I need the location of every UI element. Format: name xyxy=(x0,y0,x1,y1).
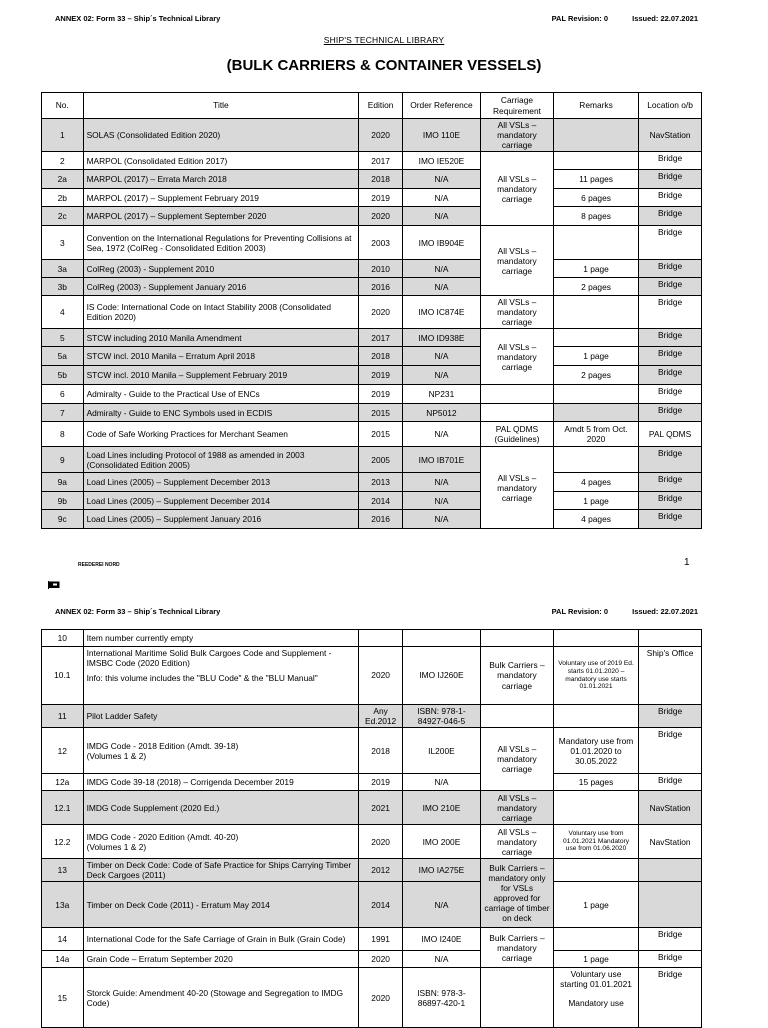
col-header-order: Order Reference xyxy=(402,93,480,119)
col-header-carriage: Carriage Requirement xyxy=(480,93,553,119)
page-header xyxy=(55,14,698,28)
col-header-no: No. xyxy=(42,93,84,119)
table-row: 5a STCW incl. 2010 Manila – Erratum April 2018 2018 N/A 1 page Bridge xyxy=(42,347,702,366)
document-title: (BULK CARRIERS & CONTAINER VESSELS) xyxy=(226,57,542,74)
footer-company: REEDEREI NORD xyxy=(78,562,120,568)
table-row: 10.1 International Maritime Solid Bulk Cargoes Code and Supplement - IMSBC Code (2020 Edition) Info: this volume includes the "BLU Code" & the "BLU Manual" 2020 IMO IJ260E Bulk Carriers – mandatory carriage Voluntary use of 2019 Ed. starts 01.01.2020 – mandatory use starts 01.01.2021 Ship's Office xyxy=(42,647,702,705)
page-header-2 xyxy=(55,607,698,621)
table-row: 3b ColReg (2003) - Supplement January 2016 2016 N/A 2 pages Bridge xyxy=(42,278,702,296)
table-row: 12.1 IMDG Code Supplement (2020 Ed.) 2021 IMO 210E All VSLs – mandatory carriage NavStation xyxy=(42,791,702,825)
table-row: 6 Admiralty - Guide to the Practical Use of ENCs 2019 NP231 Bridge xyxy=(42,385,702,404)
header-form-title: ANNEX 02: Form 33 – Ship´s Technical Library xyxy=(55,14,221,23)
table-row: 14 International Code for the Safe Carriage of Grain in Bulk (Grain Code) 1991 IMO I240E Bulk Carriers – mandatory carriage Bridge xyxy=(42,928,702,951)
carriage-group-loadlines: All VSLs – mandatory carriage xyxy=(480,447,553,529)
table-row: 3 Convention on the International Regulations for Preventing Collisions at Sea, 1972 (ColReg - Consolidated Edition 2003) 2003 IMO IB904E All VSLs – mandatory carriage Bridge xyxy=(42,226,702,260)
col-header-location: Location o/b xyxy=(639,93,702,119)
table-row: 4 IS Code: International Code on Intact Stability 2008 (Consolidated Edition 2020) 2020 IMO IC874E All VSLs – mandatory carriage Bridge xyxy=(42,296,702,329)
header-revision-2: PAL Revision: 0 xyxy=(551,607,609,616)
table-row: 7 Admiralty - Guide to ENC Symbols used in ECDIS 2015 NP5012 Bridge xyxy=(42,404,702,422)
table-row: 14a Grain Code – Erratum September 2020 2020 N/A 1 page Bridge xyxy=(42,951,702,968)
table-row: 10 Item number currently empty xyxy=(42,630,702,647)
table-row: 2a MARPOL (2017) – Errata March 2018 2018 N/A 11 pages Bridge xyxy=(42,170,702,189)
carriage-group-timber: Bulk Carriers – mandatory only for VSLs approved for carriage of timber on deck xyxy=(480,859,553,928)
col-header-title: Title xyxy=(83,93,359,119)
table-row: 13a Timber on Deck Code (2011) - Erratum May 2014 2014 N/A 1 page xyxy=(42,882,702,928)
library-table-page1 xyxy=(41,92,702,529)
table-row: 9b Load Lines (2005) – Supplement December 2014 2014 N/A 1 page Bridge xyxy=(42,492,702,510)
document-subtitle: SHIP'S TECHNICAL LIBRARY xyxy=(323,35,445,45)
table-row: 5 STCW including 2010 Manila Amendment 2017 IMO ID938E All VSLs – mandatory carriage Bridge xyxy=(42,329,702,347)
col-header-remarks: Remarks xyxy=(553,93,638,119)
header-issued: Issued: 22.07.2021 xyxy=(632,14,698,23)
table-row: 12.2 IMDG Code - 2020 Edition (Amdt. 40-20) (Volumes 1 & 2) 2020 IMO 200E All VSLs – mandatory carriage Voluntary use from 01.01.2021 Mandatory use from 01.06.2020 NavStation xyxy=(42,825,702,859)
header-issued-2: Issued: 22.07.2021 xyxy=(632,607,698,616)
page-number: 1 xyxy=(684,557,690,568)
carriage-group-grain: Bulk Carriers – mandatory carriage xyxy=(480,928,553,968)
table-row: 13 Timber on Deck Code: Code of Safe Practice for Ships Carrying Timber Deck Cargoes (2011) 2012 IMO IA275E Bulk Carriers – mandatory only for VSLs approved for carriage of timber on deck xyxy=(42,859,702,882)
col-header-edition: Edition xyxy=(359,93,403,119)
header-form-title-2: ANNEX 02: Form 33 – Ship´s Technical Library xyxy=(55,607,221,616)
table-header-row xyxy=(42,93,702,119)
table-row: 9 Load Lines including Protocol of 1988 as amended in 2003 (Consolidated Edition 2005) 2005 IMO IB701E All VSLs – mandatory carriage Bridge xyxy=(42,447,702,473)
table-row: 2 MARPOL (Consolidated Edition 2017) 2017 IMO IE520E All VSLs – mandatory carriage Bridge xyxy=(42,152,702,170)
table-row: 12a IMDG Code 39-18 (2018) – Corrigenda December 2019 2019 N/A 15 pages Bridge xyxy=(42,774,702,791)
company-flag-icon xyxy=(48,581,60,589)
table-row: 8 Code of Safe Working Practices for Merchant Seamen 2015 N/A PAL QDMS (Guidelines) Amdt 5 from Oct. 2020 PAL QDMS xyxy=(42,422,702,447)
table-row: 12 IMDG Code - 2018 Edition (Amdt. 39-18) (Volumes 1 & 2) 2018 IL200E All VSLs – mandatory carriage Mandatory use from 01.01.2020 to 30.05.2022 Bridge xyxy=(42,728,702,774)
library-table-page2 xyxy=(41,629,702,1028)
carriage-group-marpol: All VSLs – mandatory carriage xyxy=(480,152,553,226)
carriage-group-imdg: All VSLs – mandatory carriage xyxy=(480,728,553,791)
table-row: 9c Load Lines (2005) – Supplement January 2016 2016 N/A 4 pages Bridge xyxy=(42,510,702,529)
table-row: 2c MARPOL (2017) – Supplement September 2020 2020 N/A 8 pages Bridge xyxy=(42,207,702,226)
carriage-group-stcw: All VSLs – mandatory carriage xyxy=(480,329,553,385)
carriage-group-colreg: All VSLs – mandatory carriage xyxy=(480,226,553,296)
table-row: 15 Storck Guide: Amendment 40-20 (Stowage and Segregation to IMDG Code) 2020 ISBN: 978-3-86897-420-1 Voluntary use starting 01.01.2021 Mandatory use Bridge xyxy=(42,968,702,1028)
header-revision: PAL Revision: 0 xyxy=(551,14,609,23)
table-row: 5b STCW incl. 2010 Manila – Supplement February 2019 2019 N/A 2 pages Bridge xyxy=(42,366,702,385)
table-row: 9a Load Lines (2005) – Supplement December 2013 2013 N/A 4 pages Bridge xyxy=(42,473,702,492)
table-row: 3a ColReg (2003) - Supplement 2010 2010 N/A 1 page Bridge xyxy=(42,260,702,278)
table-row: 2b MARPOL (2017) – Supplement February 2019 2019 N/A 6 pages Bridge xyxy=(42,189,702,207)
table-row: 1 SOLAS (Consolidated Edition 2020) 2020 IMO 110E All VSLs – mandatory carriage NavStation xyxy=(42,119,702,152)
table-row: 11 Pilot Ladder Safety Any Ed.2012 ISBN: 978-1-84927-046-5 Bridge xyxy=(42,705,702,728)
